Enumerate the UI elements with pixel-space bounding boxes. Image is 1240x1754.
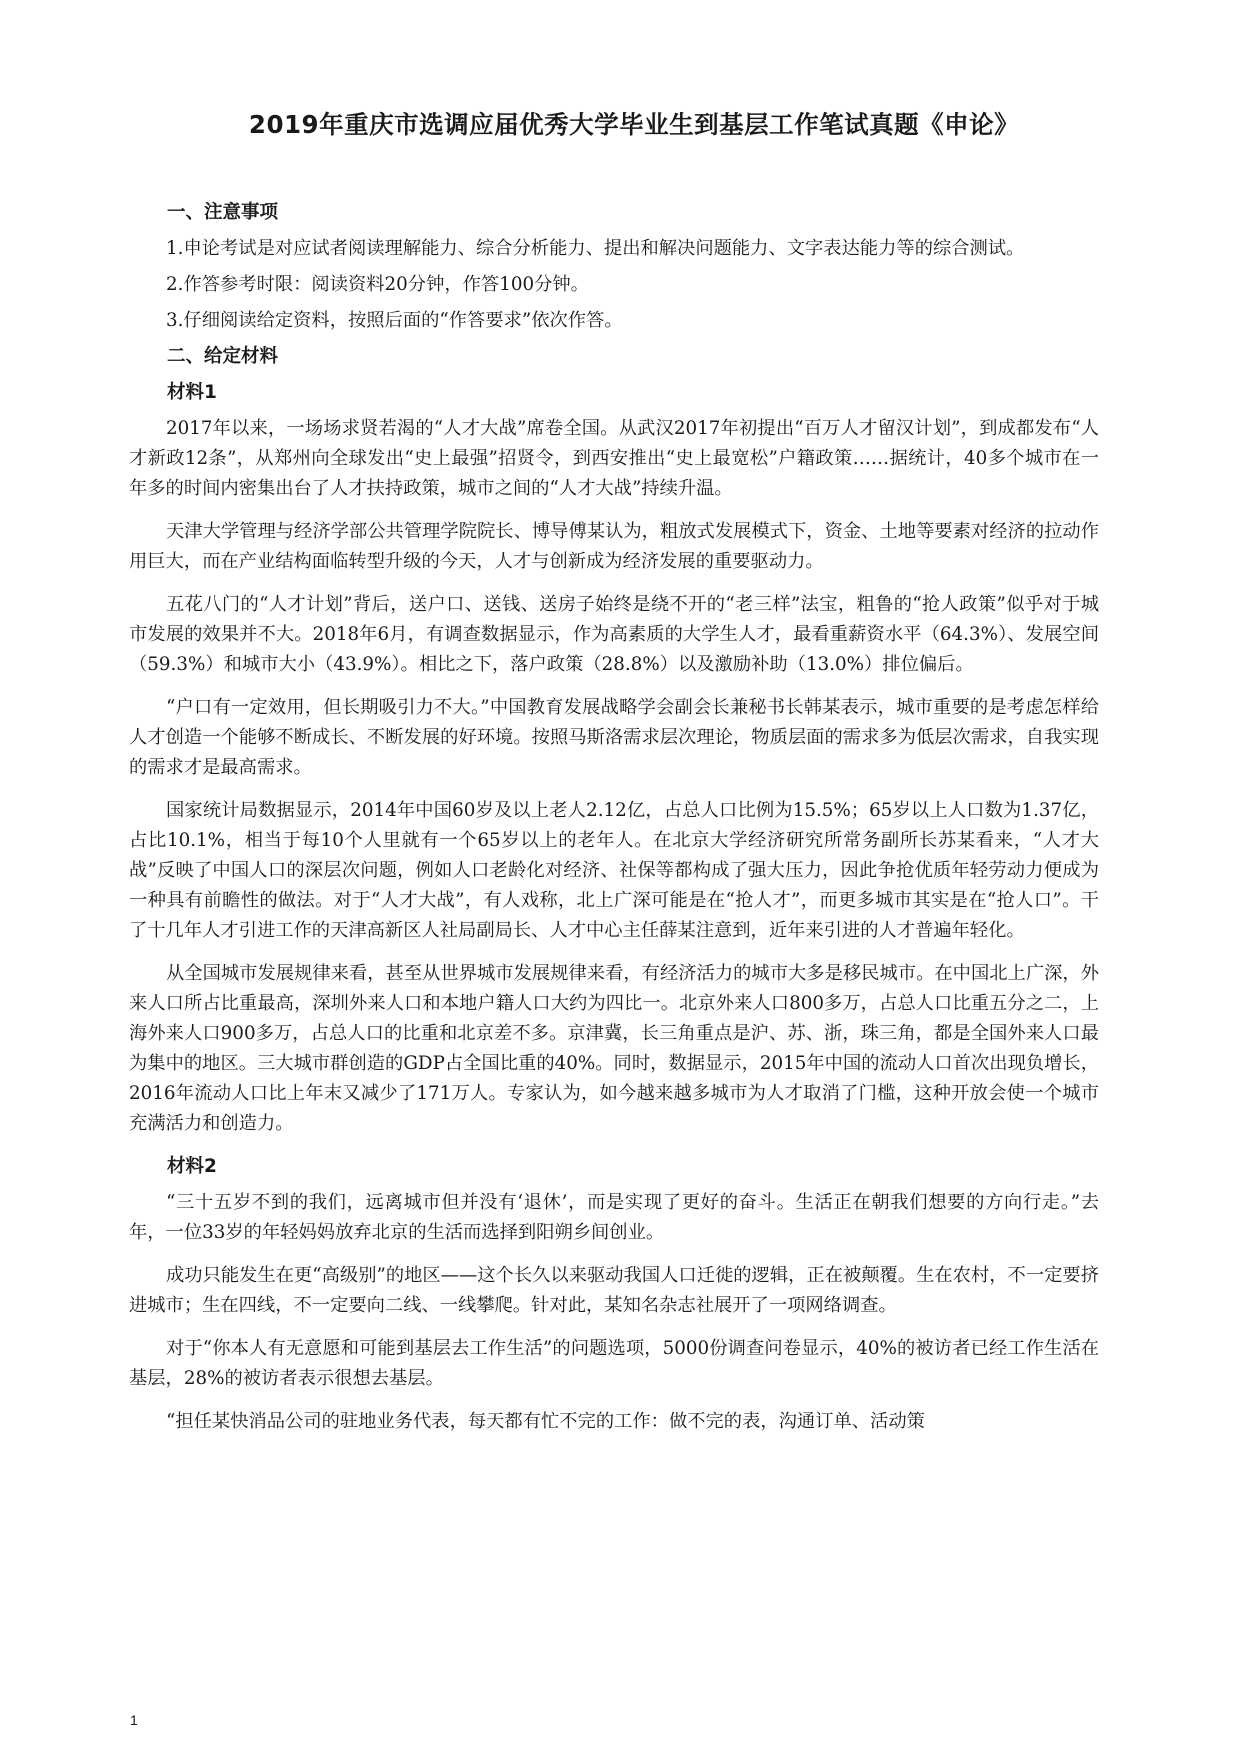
material-2-paragraph: “担任某快消品公司的驻地业务代表，每天都有忙不完的工作：做不完的表，沟通订单、活动策 bbox=[166, 1411, 925, 1432]
material-1-paragraph: “户口有一定效用，但长期吸引力不大。”中国教育发展战略学会副会长兼秘书长韩某表示，城市重要的是考虑怎样给人才创造一个能够不断成长、不断发展的好环境。按照马斯洛需求层次理论，物质层面的需求多为低层次需求，自我实现的需求才是最高需求。 bbox=[129, 697, 1099, 778]
notice-item-2: 2.作答参考时限：阅读资料20分钟，作答100分钟。 bbox=[166, 274, 589, 295]
document-title: 2019年重庆市选调应届优秀大学毕业生到基层工作笔试真题《申论》 bbox=[248, 110, 1020, 139]
materials-heading: 二、给定材料 bbox=[167, 346, 279, 367]
page-number: 1 bbox=[130, 1712, 138, 1728]
material-2-paragraph: 成功只能发生在更“高级别”的地区——这个长久以来驱动我国人口迁徙的逻辑，正在被颠覆。生在农村，不一定要挤进城市；生在四线，不一定要向二线、一线攀爬。针对此，某知名杂志社展开了一项网络调查。 bbox=[129, 1265, 1099, 1316]
material-1-heading: 材料1 bbox=[167, 382, 217, 403]
notice-heading: 一、注意事项 bbox=[167, 202, 279, 223]
notice-item-1: 1.申论考试是对应试者阅读理解能力、综合分析能力、提出和解决问题能力、文字表达能力等的综合测试。 bbox=[166, 238, 1025, 259]
material-1-paragraph: 从全国城市发展规律来看，甚至从世界城市发展规律来看，有经济活力的城市大多是移民城市。在中国北上广深，外来人口所占比重最高，深圳外来人口和本地户籍人口大约为四比一。北京外来人口800多万，占总人口比重五分之二，上海外来人口900多万，占总人口的比重和北京差不多。京津冀，长三角重点是沪、苏、浙，珠三角，都是全国外来人口最为集中的地区。三大城市群创造的GDP占全国比重的40%。同时，数据显示，2015年中国的流动人口首次出现负增长，2016年流动人口比上年末又减少了171万人。专家认为，如今越来越多城市为人才取消了门槛，这种开放会使一个城市充满活力和创造力。 bbox=[129, 963, 1099, 1134]
material-2-paragraph: 对于“你本人有无意愿和可能到基层去工作生活”的问题选项，5000份调查问卷显示，40%的被访者已经工作生活在基层，28%的被访者表示很想去基层。 bbox=[129, 1338, 1099, 1389]
material-1-paragraph: 五花八门的“人才计划”背后，送户口、送钱、送房子始终是绕不开的“老三样”法宝，粗鲁的“抢人政策”似乎对于城市发展的效果并不大。2018年6月，有调查数据显示，作为高素质的大学生人才，最看重薪资水平（64.3%）、发展空间（59.3%）和城市大小（43.9%）。相比之下，落户政策（28.8%）以及激励补助（13.0%）排位偏后。 bbox=[129, 594, 1099, 675]
material-2-paragraph: “三十五岁不到的我们，远离城市但并没有‘退休’，而是实现了更好的奋斗。生活正在朝我们想要的方向行走。”去年，一位33岁的年轻妈妈放弃北京的生活而选择到阳朔乡间创业。 bbox=[129, 1192, 1099, 1243]
material-2-heading: 材料2 bbox=[167, 1156, 217, 1177]
material-1-paragraph: 国家统计局数据显示，2014年中国60岁及以上老人2.12亿，占总人口比例为15.5%；65岁以上人口数为1.37亿，占比10.1%，相当于每10个人里就有一个65岁以上的老年人。在北京大学经济研究所常务副所长苏某看来，“人才大战”反映了中国人口的深层次问题，例如人口老龄化对经济、社保等都构成了强大压力，因此争抢优质年轻劳动力便成为一种具有前瞻性的做法。对于“人才大战”，有人戏称，北上广深可能是在“抢人才”，而更多城市其实是在“抢人口”。干了十几年人才引进工作的天津高新区人社局副局长、人才中心主任薛某注意到，近年来引进的人才普遍年轻化。 bbox=[129, 800, 1099, 941]
notice-item-3: 3.仔细阅读给定资料，按照后面的“作答要求”依次作答。 bbox=[166, 310, 623, 331]
material-1-paragraph: 天津大学管理与经济学部公共管理学院院长、博导傅某认为，粗放式发展模式下，资金、土地等要素对经济的拉动作用巨大，而在产业结构面临转型升级的今天，人才与创新成为经济发展的重要驱动力。 bbox=[129, 521, 1099, 572]
document-body bbox=[129, 108, 1099, 1450]
material-1-paragraph: 2017年以来，一场场求贤若渴的“人才大战”席卷全国。从武汉2017年初提出“百万人才留汉计划”，到成都发布“人才新政12条”，从郑州向全球发出“史上最强”招贤令，到西安推出“史上最宽松”户籍政策……据统计，40多个城市在一年多的时间内密集出台了人才扶持政策，城市之间的“人才大战”持续升温。 bbox=[129, 418, 1099, 499]
